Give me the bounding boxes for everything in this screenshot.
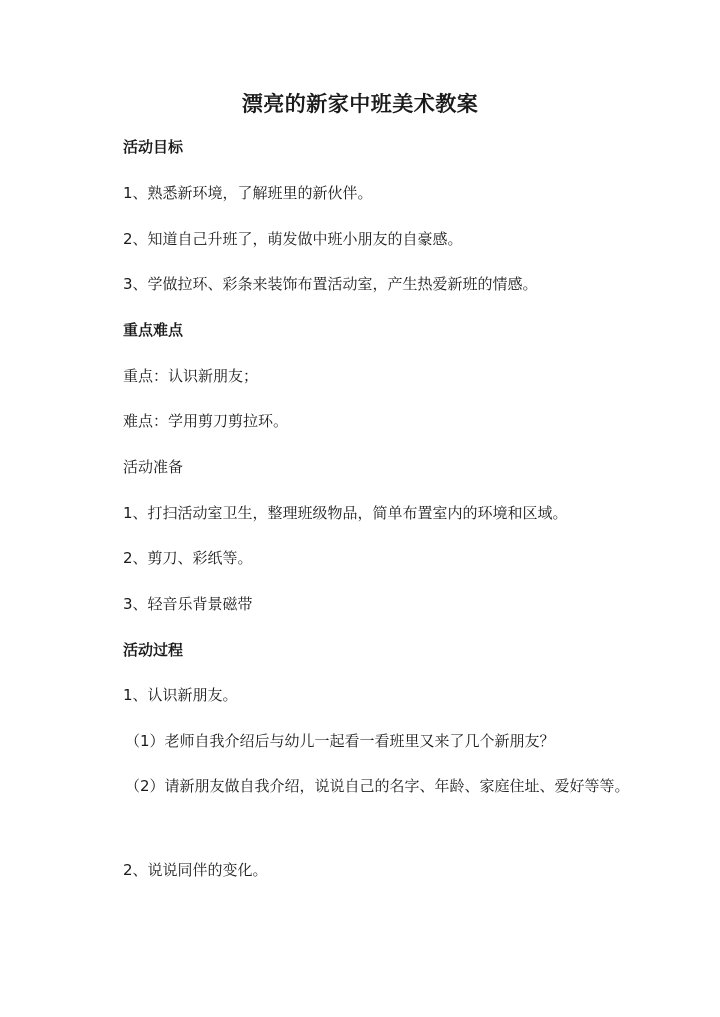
document-title: 漂亮的新家中班美术教案 — [241, 92, 479, 116]
heading-key-difficulties: 重点难点 — [123, 321, 184, 339]
goal-item-2: 2、知道自己升班了，萌发做中班小朋友的自豪感。 — [123, 230, 463, 248]
process-substep-2: （2）请新朋友做自我介绍，说说自己的名字、年龄、家庭住址、爱好等等。 — [125, 777, 630, 795]
process-step-1: 1、认识新朋友。 — [123, 686, 238, 704]
prep-item-2: 2、剪刀、彩纸等。 — [123, 549, 253, 567]
heading-activity-goals: 活动目标 — [123, 138, 184, 156]
heading-activity-process: 活动过程 — [123, 641, 184, 659]
process-substep-1: （1）老师自我介绍后与幼儿一起看一看班里又来了几个新朋友？ — [125, 732, 555, 750]
heading-activity-preparation: 活动准备 — [123, 458, 184, 476]
goal-item-1: 1、熟悉新环境，了解班里的新伙伴。 — [123, 184, 373, 202]
process-step-2: 2、说说同伴的变化。 — [123, 861, 268, 879]
prep-item-3: 3、轻音乐背景磁带 — [123, 595, 253, 613]
difficult-point: 难点：学用剪刀剪拉环。 — [123, 412, 289, 430]
prep-item-1: 1、打扫活动室卫生，整理班级物品，简单布置室内的环境和区域。 — [123, 504, 568, 522]
goal-item-3: 3、学做拉环、彩条来装饰布置活动室，产生热爱新班的情感。 — [123, 275, 538, 293]
key-point: 重点：认识新朋友； — [123, 367, 259, 385]
